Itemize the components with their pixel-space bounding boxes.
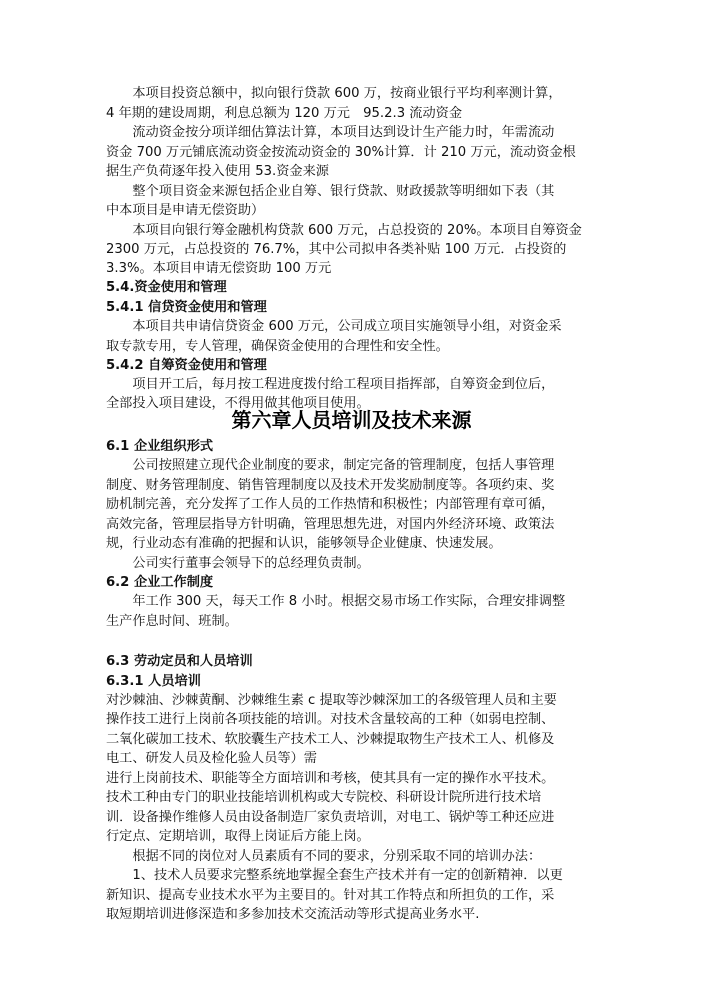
text-line: 本项目向银行筹金融机构贷款 600 万元，占总投资的 20%。本项目自筹资金 xyxy=(106,223,582,238)
section-heading: 6.3.1 人员培训 xyxy=(106,674,201,689)
text-line: 二氧化碳加工技术、软胶囊生产技术工人、沙棘提取物生产技术工人、机修及 xyxy=(106,732,555,747)
text-line: 3.3%。本项目申请无偿资助 100 万元 xyxy=(106,261,332,276)
text-line: 励机制完善，充分发挥了工作人员的工作热情和积极性；内部管理有章可循， xyxy=(106,497,555,512)
text-line: 取专款专用，专人管理，确保资金使用的合理性和安全性。 xyxy=(106,339,449,354)
section-heading: 5.4.2 自筹资金使用和管理 xyxy=(106,358,267,373)
text-line: 生产作息时间、班制。 xyxy=(106,614,238,629)
text-line: 公司按照建立现代企业制度的要求，制定完备的管理制度，包括人事管理 xyxy=(106,458,555,473)
text-line: 流动资金按分项详细估算法计算，本项目达到设计生产能力时，年需流动 xyxy=(106,125,555,140)
text-line: 资金 700 万元铺底流动资金按流动资金的 30%计算．计 210 万元，流动资金根 xyxy=(106,145,576,160)
text-line: 取短期培训进修深造和多参加技术交流活动等形式提高业务水平. xyxy=(106,907,480,922)
text-line: 年工作 300 天，每天工作 8 小时。根据交易市场工作实际，合理安排调整 xyxy=(106,594,566,609)
text-line: 4 年期的建设周期，利息总额为 120 万元 95.2.3 流动资金 xyxy=(106,106,463,121)
text-line: 据生产负荷逐年投入使用 53.资金来源 xyxy=(106,164,329,179)
text-line: 技术工种由专门的职业技能培训机构或大专院校、科研设计院所进行技术培 xyxy=(106,790,542,805)
section-heading: 6.1 企业组织形式 xyxy=(106,439,214,454)
text-line: 制度、财务管理制度、销售管理制度以及技术开发奖励制度等。各项约束、奖 xyxy=(106,478,555,493)
text-line: 行定点、定期培训，取得上岗证后方能上岗。 xyxy=(106,829,370,844)
text-line: 1、技术人员要求完整系统地掌握全套生产技术并有一定的创新精神．以更 xyxy=(106,868,563,883)
section-heading: 5.4.资金使用和管理 xyxy=(106,280,227,295)
text-line: 本项目共申请信贷资金 600 万元，公司成立项目实施领导小组，对资金采 xyxy=(106,319,562,334)
text-line: 进行上岗前技术、职能等全方面培训和考核，使其具有一定的操作水平技术。 xyxy=(106,771,555,786)
text-line: 对沙棘油、沙棘黄酮、沙棘维生素 c 提取等沙棘深加工的各级管理人员和主要 xyxy=(106,693,557,708)
text-line: 项目开工后，每月按工程进度拨付给工程项目指挥部，自筹资金到位后， xyxy=(106,377,555,392)
text-line: 高效完备，管理层指导方针明确，管理思想先进，对国内外经济环境、政策法 xyxy=(106,517,555,532)
text-line: 公司实行董事会领导下的总经理负责制。 xyxy=(106,556,370,571)
text-line: 新知识、提高专业技术水平为主要目的。针对其工作特点和所担负的工作，采 xyxy=(106,888,555,903)
text-line: 中本项目是申请无偿资助） xyxy=(106,203,265,218)
text-line: 规，行业动态有准确的把握和认识，能够领导企业健康、快速发展。 xyxy=(106,536,502,551)
text-line: 全部投入项目建设，不得用做其他项目使用。 xyxy=(106,396,370,411)
text-line: 电工、研发人员及检化验人员等）需 xyxy=(106,751,317,766)
text-line: 整个项目资金来源包括企业自筹、银行贷款、财政援款等明细如下表（其 xyxy=(106,184,555,199)
section-heading: 6.2 企业工作制度 xyxy=(106,575,214,590)
section-heading: 5.4.1 信贷资金使用和管理 xyxy=(106,300,267,315)
text-line: 本项目投资总额中，拟向银行贷款 600 万，按商业银行平均利率测计算， xyxy=(106,86,562,101)
chapter-title: 第六章人员培训及技术来源 xyxy=(231,408,472,432)
text-line: 2300 万元，占总投资的 76.7%，其中公司拟申各类补贴 100 万元．占投资的 xyxy=(106,242,567,257)
text-line: 根据不同的岗位对人员素质有不同的要求，分别采取不同的培训办法： xyxy=(106,849,542,864)
text-line: 操作技工进行上岗前各项技能的培训。对技术含量较高的工种（如弱电控制、 xyxy=(106,712,555,727)
text-line: 训．设备操作维修人员由设备制造厂家负责培训，对电工、锅炉等工种还应进 xyxy=(106,810,555,825)
section-heading: 6.3 劳动定员和人员培训 xyxy=(106,654,253,669)
